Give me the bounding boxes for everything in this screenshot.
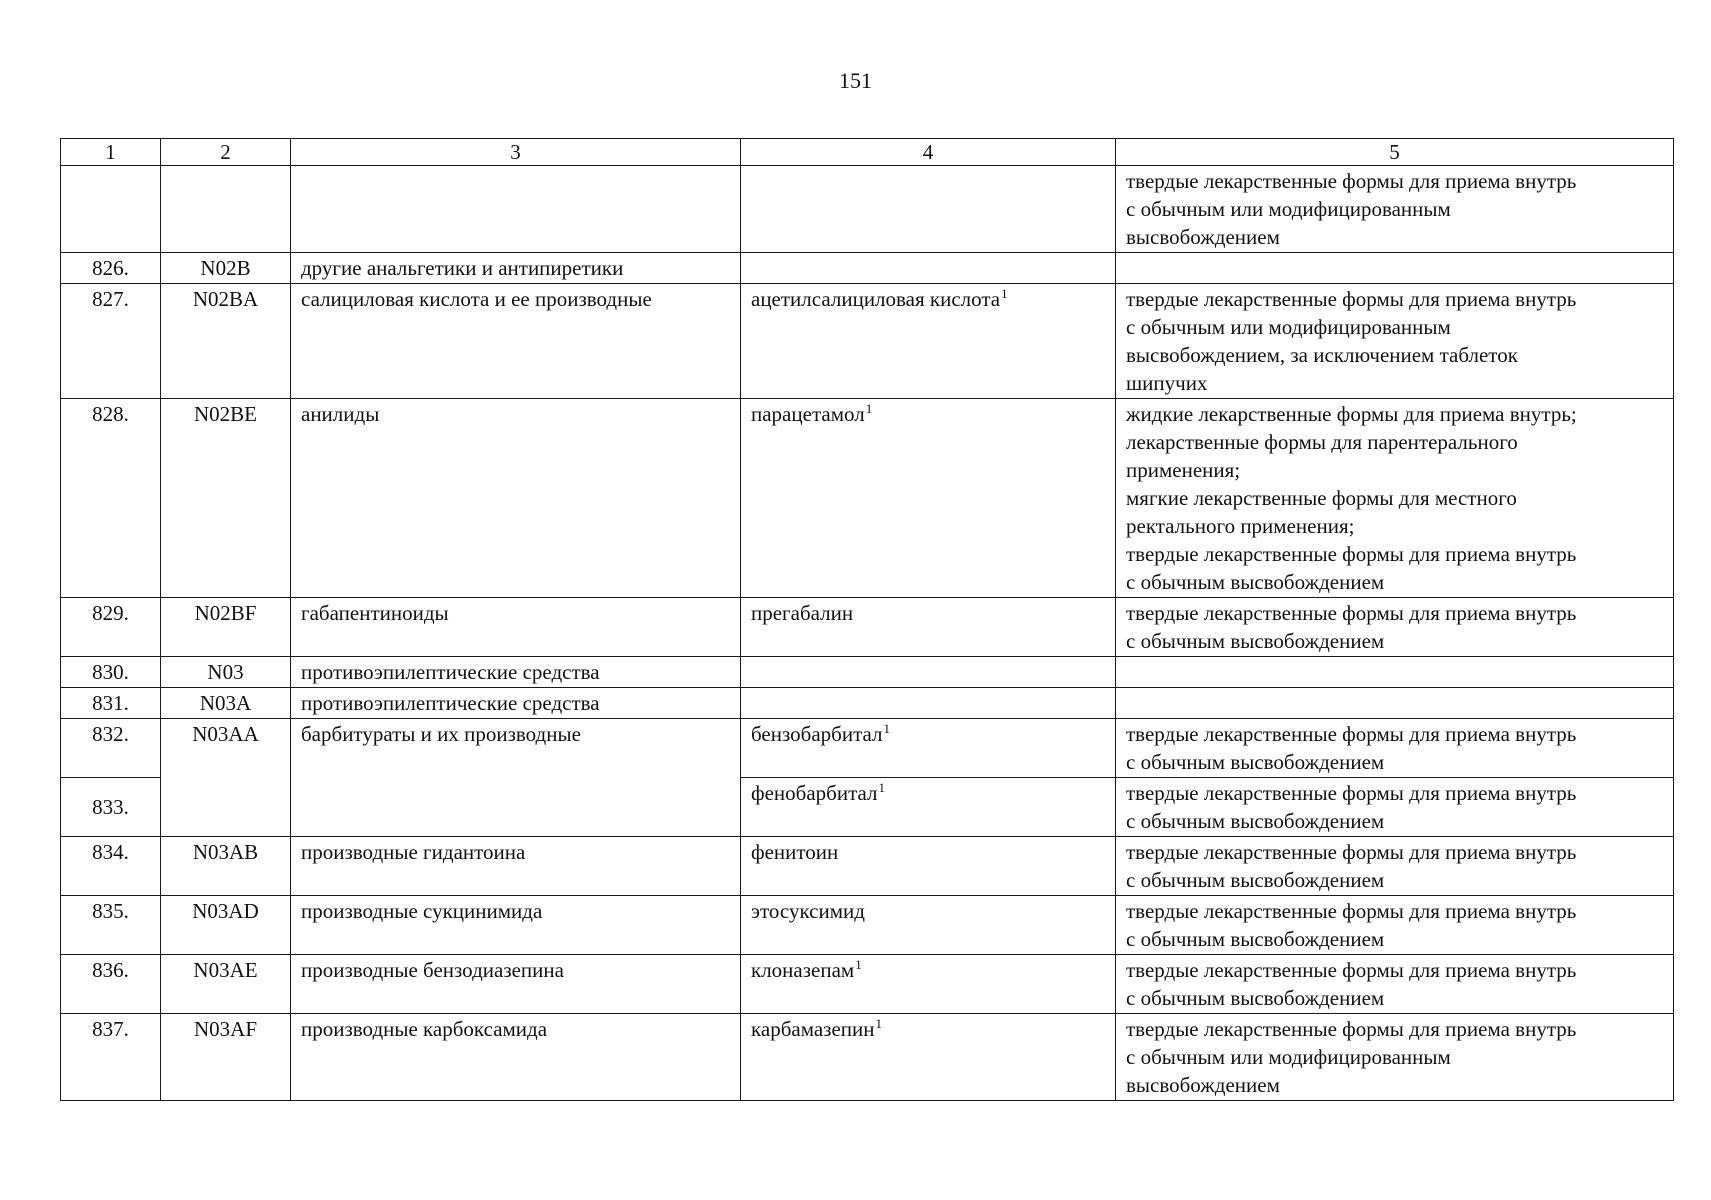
atc-code-cell: N03AD [161, 896, 291, 955]
table-row [61, 896, 1674, 955]
footnote-marker: 1 [883, 721, 890, 736]
row-number-cell: 837. [61, 1014, 161, 1101]
drug-name-cell [741, 719, 1116, 778]
group-cell: производные карбоксамида [291, 1014, 741, 1101]
drug-name-cell [741, 1014, 1116, 1101]
row-number-cell: 833. [61, 778, 161, 837]
atc-code-cell: N03AB [161, 837, 291, 896]
drug-name-cell [741, 598, 1116, 657]
page-number: 151 [839, 68, 872, 93]
column-header: 3 [291, 139, 741, 166]
table-row [61, 253, 1674, 284]
atc-code-cell: N03 [161, 657, 291, 688]
group-cell: производные сукцинимида [291, 896, 741, 955]
dosage-form-cell: твердые лекарственные формы для приема внутрь с обычным высвобождением [1116, 719, 1674, 778]
atc-code-cell: N03A [161, 688, 291, 719]
column-header: 1 [61, 139, 161, 166]
drug-name-cell [741, 284, 1116, 399]
drug-name-cell [741, 166, 1116, 253]
table-row [61, 284, 1674, 399]
dosage-form-cell: твердые лекарственные формы для приема внутрь с обычным высвобождением [1116, 778, 1674, 837]
group-cell: барбитураты и их производные [291, 719, 741, 837]
drug-name-cell [741, 657, 1116, 688]
table-row [61, 598, 1674, 657]
column-header: 4 [741, 139, 1116, 166]
table-row [61, 837, 1674, 896]
dosage-form-cell: твердые лекарственные формы для приема внутрь с обычным или модифицированным высвобождением, за исключением таблеток шипучих [1116, 284, 1674, 399]
table-row [61, 719, 1674, 778]
dosage-form-cell [1116, 688, 1674, 719]
dosage-form-cell: твердые лекарственные формы для приема внутрь с обычным высвобождением [1116, 837, 1674, 896]
group-cell: противоэпилептические средства [291, 657, 741, 688]
atc-code-cell: N02BE [161, 399, 291, 598]
drug-name-cell [741, 896, 1116, 955]
drug-name-cell [741, 253, 1116, 284]
atc-code-cell: N02B [161, 253, 291, 284]
group-cell: производные бензодиазепина [291, 955, 741, 1014]
row-number-cell: 828. [61, 399, 161, 598]
dosage-form-cell: твердые лекарственные формы для приема внутрь с обычным высвобождением [1116, 896, 1674, 955]
drug-name: прегабалин [751, 601, 854, 625]
drug-name: карбамазепин [751, 1017, 875, 1041]
continuation-row [61, 166, 1674, 253]
footnote-marker: 1 [865, 401, 873, 416]
drug-name-cell [741, 837, 1116, 896]
row-number-cell: 832. [61, 719, 161, 778]
dosage-form-cell: твердые лекарственные формы для приема внутрь с обычным высвобождением [1116, 955, 1674, 1014]
table-row [61, 399, 1674, 598]
row-number-cell: 836. [61, 955, 161, 1014]
atc-code-cell: N03AF [161, 1014, 291, 1101]
table-row [61, 657, 1674, 688]
row-number-cell: 826. [61, 253, 161, 284]
atc-code-cell [161, 166, 291, 253]
dosage-form-cell: твердые лекарственные формы для приема внутрь с обычным или модифицированным высвобождением [1116, 1014, 1674, 1101]
drug-name-cell [741, 688, 1116, 719]
column-header: 5 [1116, 139, 1674, 166]
column-header: 2 [161, 139, 291, 166]
row-number-cell: 831. [61, 688, 161, 719]
header-row [61, 139, 1674, 166]
dosage-form-cell: твердые лекарственные формы для приема внутрь с обычным или модифицированным высвобождением [1116, 166, 1674, 253]
footnote-marker: 1 [875, 1016, 883, 1031]
group-cell: противоэпилептические средства [291, 688, 741, 719]
table-row [61, 1014, 1674, 1101]
drug-name: этосуксимид [751, 899, 865, 923]
footnote-marker: 1 [1001, 286, 1008, 301]
drug-table [60, 138, 1674, 1101]
drug-name: клоназепам [751, 958, 855, 982]
atc-code-cell: N03AA [161, 719, 291, 837]
drug-name: ацетилсалициловая кислота [751, 287, 1001, 311]
group-cell: производные гидантоина [291, 837, 741, 896]
group-cell: другие анальгетики и антипиретики [291, 253, 741, 284]
drug-name: бензобарбитал [751, 722, 883, 746]
drug-name-cell [741, 955, 1116, 1014]
row-number-cell: 829. [61, 598, 161, 657]
table-row [61, 688, 1674, 719]
drug-name-cell [741, 778, 1116, 837]
dosage-form-cell [1116, 253, 1674, 284]
footnote-marker: 1 [855, 957, 862, 972]
group-cell: салициловая кислота и ее производные [291, 284, 741, 399]
group-cell: габапентиноиды [291, 598, 741, 657]
drug-name: фенобарбитал [751, 781, 878, 805]
row-number-cell [61, 166, 161, 253]
drug-name: фенитоин [751, 840, 839, 864]
footnote-marker: 1 [878, 780, 886, 795]
row-number-cell: 827. [61, 284, 161, 399]
group-cell [291, 166, 741, 253]
dosage-form-cell: жидкие лекарственные формы для приема внутрь; лекарственные формы для парентерального применения; мягкие лекарственные формы для местного ректального применения; твердые лекарственные формы для приема внутрь с обычным высвобождением [1116, 399, 1674, 598]
atc-code-cell: N02BF [161, 598, 291, 657]
atc-code-cell: N02BA [161, 284, 291, 399]
table-row [61, 955, 1674, 1014]
row-number-cell: 830. [61, 657, 161, 688]
atc-code-cell: N03AE [161, 955, 291, 1014]
drug-name-cell [741, 399, 1116, 598]
dosage-form-cell: твердые лекарственные формы для приема внутрь с обычным высвобождением [1116, 598, 1674, 657]
row-number-cell: 835. [61, 896, 161, 955]
drug-name: парацетамол [751, 402, 865, 426]
group-cell: анилиды [291, 399, 741, 598]
dosage-form-cell [1116, 657, 1674, 688]
row-number-cell: 834. [61, 837, 161, 896]
